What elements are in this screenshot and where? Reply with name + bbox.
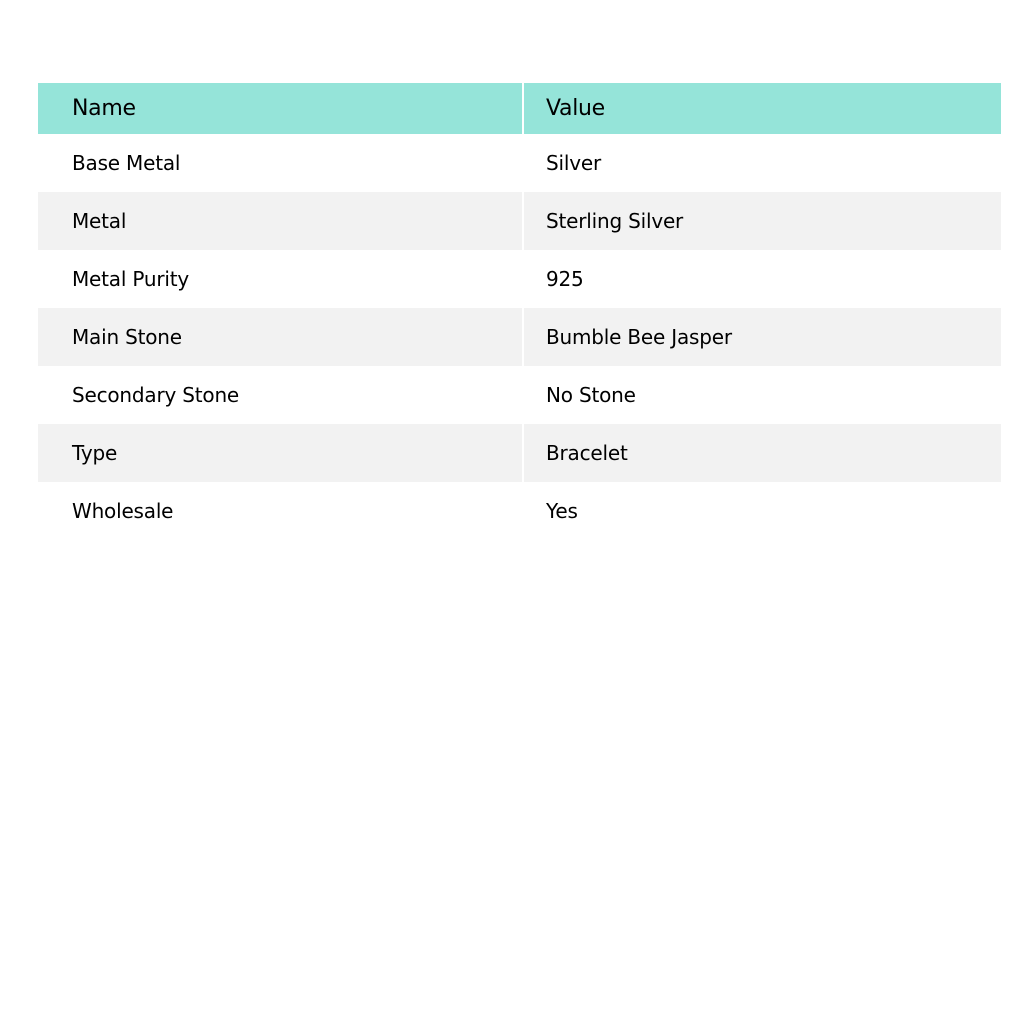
row-name-cell: Secondary Stone bbox=[72, 383, 240, 407]
table-row bbox=[38, 482, 1001, 540]
row-value-cell: Sterling Silver bbox=[523, 192, 1001, 250]
table-row bbox=[38, 134, 1001, 192]
table-row bbox=[38, 308, 1001, 366]
table-row bbox=[38, 192, 1001, 250]
row-name-cell: Wholesale bbox=[72, 499, 174, 523]
table-header bbox=[38, 83, 1001, 134]
row-value-cell: No Stone bbox=[523, 366, 1001, 424]
header-row bbox=[38, 83, 1001, 134]
row-value-cell: Silver bbox=[523, 134, 1001, 192]
row-name-cell: Base Metal bbox=[72, 151, 181, 175]
column-header-name: Name bbox=[38, 83, 523, 134]
row-name-cell: Main Stone bbox=[38, 308, 523, 366]
row-value-cell: 925 bbox=[523, 250, 1001, 308]
row-name-cell: Type bbox=[38, 424, 523, 482]
table-row bbox=[38, 366, 1001, 424]
row-value-cell: Bracelet bbox=[523, 424, 1001, 482]
column-header-value: Value bbox=[523, 83, 1001, 134]
row-name-cell: Metal Purity bbox=[72, 267, 190, 291]
table-row bbox=[38, 250, 1001, 308]
row-name-cell: Metal bbox=[38, 192, 523, 250]
row-value-cell: Yes bbox=[523, 482, 1001, 540]
product-specs-table bbox=[38, 83, 1001, 540]
table-body bbox=[38, 134, 1001, 540]
table-row bbox=[38, 424, 1001, 482]
row-value-cell: Bumble Bee Jasper bbox=[523, 308, 1001, 366]
